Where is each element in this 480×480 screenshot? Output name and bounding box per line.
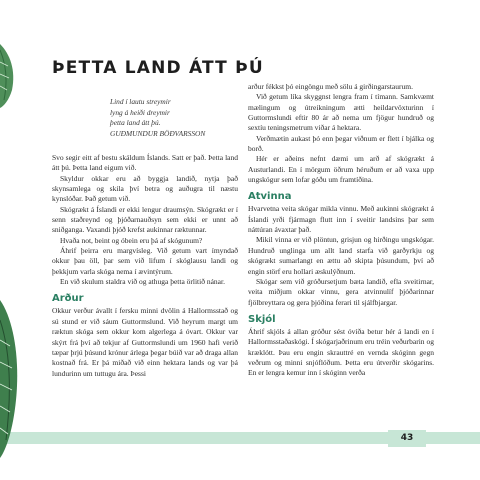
section-heading-ardur: Arður	[52, 293, 84, 305]
poem-line: þetta land átt þú.	[110, 118, 161, 128]
section-heading-skjol: Skjól	[248, 313, 276, 325]
body-paragraph: Mikil vinna er við plöntun, grisjun og hirðingu ungskógar. Hundruð unglinga um allt land starfa við garðyrkju og skógrækt sumarlangt en ættu að skipta þúsundum, því að engin störf eru hollari æskulýðnum.	[248, 235, 434, 276]
body-paragraph: Okkur verður ávallt í fersku minni dvölin á Hallormsstað og sú stund er við sáum Guttormslund. Við heyrum margt um ræktun skóga sem okkur kom algerlega á óvart. Okkur var skýrt frá því að tekjur af Guttormslundi um 1960 hafi verið tæpar þrjú þúsund krónur árlega þegar búið var að draga allan kostnað frá. Er þá miðað við einn hektara lands og var þá lundurinn um tuttugu ára. Þessi	[52, 306, 238, 378]
body-paragraph: Skyldur okkar eru að byggja landið, nytja það skynsamlega og skila því betra og auðugra til næstu kynslóðar. Það getum við.	[52, 173, 238, 204]
body-paragraph: arður fékkst þó eingöngu með sölu á girðingarstaurum.	[248, 82, 413, 91]
body-paragraph: Hvaða not, beint og óbein eru þá af skógunum?	[60, 235, 203, 245]
poem-author: GUÐMUNDUR BÖÐVARSSON	[110, 128, 206, 138]
poem-line: lyng á heiði dreymir	[110, 107, 170, 117]
body-paragraph: Skógar sem við gróðursetjum bæta landið, efla sveitirnar, veita miðjum okkar vinnu, gera atvinnulíf þjóðarinnar fjölbreyttara og gera þjóðina ferari til sjálfbjargar.	[248, 276, 434, 307]
body-paragraph: Hvarvetna veita skógar mikla vinnu. Með aukinni skógrækt á Íslandi yrði fjármagn flutt inn í sveitir landsins þar sem náttúran ávaxtar það.	[248, 204, 434, 235]
page-title: ÞETTA LAND ÁTT ÞÚ	[52, 58, 264, 78]
body-paragraph: Hér er aðeins nefnt dæmi um arð af skógrækt á Austurlandi. En í mörgum öðrum héruðum er að vaxa upp ungskógur sem lofar góðu um framtíðina.	[248, 154, 434, 185]
right-column	[248, 82, 434, 379]
body-paragraph: En við skulum staldra við og athuga þetta örlitið nánar.	[60, 277, 225, 287]
page-number: 43	[388, 430, 426, 447]
leaf-decoration-top-icon	[0, 40, 18, 110]
body-paragraph: Áhrif skjóls á allan gróður sést óvíða betur hér á landi en í Hallormsstaðaskógi. Í skógarjaðrinum eru tréin veðurbarin og kræklótt. Þau eru engin skrauttré en vernda skóginn gegn veðrum og minni snjóflóðum. Þetta eru útverðir skógarins. En er lengra kemur inn í skóginn verða	[248, 326, 434, 378]
section-heading-atvinna: Atvinna	[248, 191, 292, 203]
body-paragraph: Verðmætin aukast þó enn þegar viðnum er flett í bjálka og borð.	[248, 133, 434, 154]
left-column	[52, 153, 238, 379]
body-paragraph: Skógrækt á Íslandi er ekki lengur draumsýn. Skógrækt er í senn staðreynd og þjóðarnauðsyn sem ekki er unnt að sniðganga. Vaxandi þjóð krefst aukinnar ræktunnar.	[52, 204, 238, 235]
body-paragraph: Svo segir eitt af bestu skáldum Íslands. Satt er það. Þetta land átt þú. Þetta land eigum við.	[52, 153, 238, 173]
body-paragraph: Áhrif þeirra eru margvísleg. Við getum vart ímyndað okkur þau öll, þar sem við lifum í skóglausu landi og þekkjum varla skóga nema í ævintýrum.	[52, 246, 238, 276]
leaf-decoration-bottom-icon	[0, 300, 22, 460]
epigraph-poem	[110, 97, 240, 139]
body-paragraph: Við getum líka skyggnst lengra fram í tímann. Samkvæmt mælingum og útreikningum ætti heildarvöxturinn í Guttormslundi eftir 80 ár að nema um fjögur hundruð og sextíu teningsmetrum viðar á hektara.	[248, 92, 434, 133]
poem-line: Lind í lautu streymir	[110, 97, 171, 106]
